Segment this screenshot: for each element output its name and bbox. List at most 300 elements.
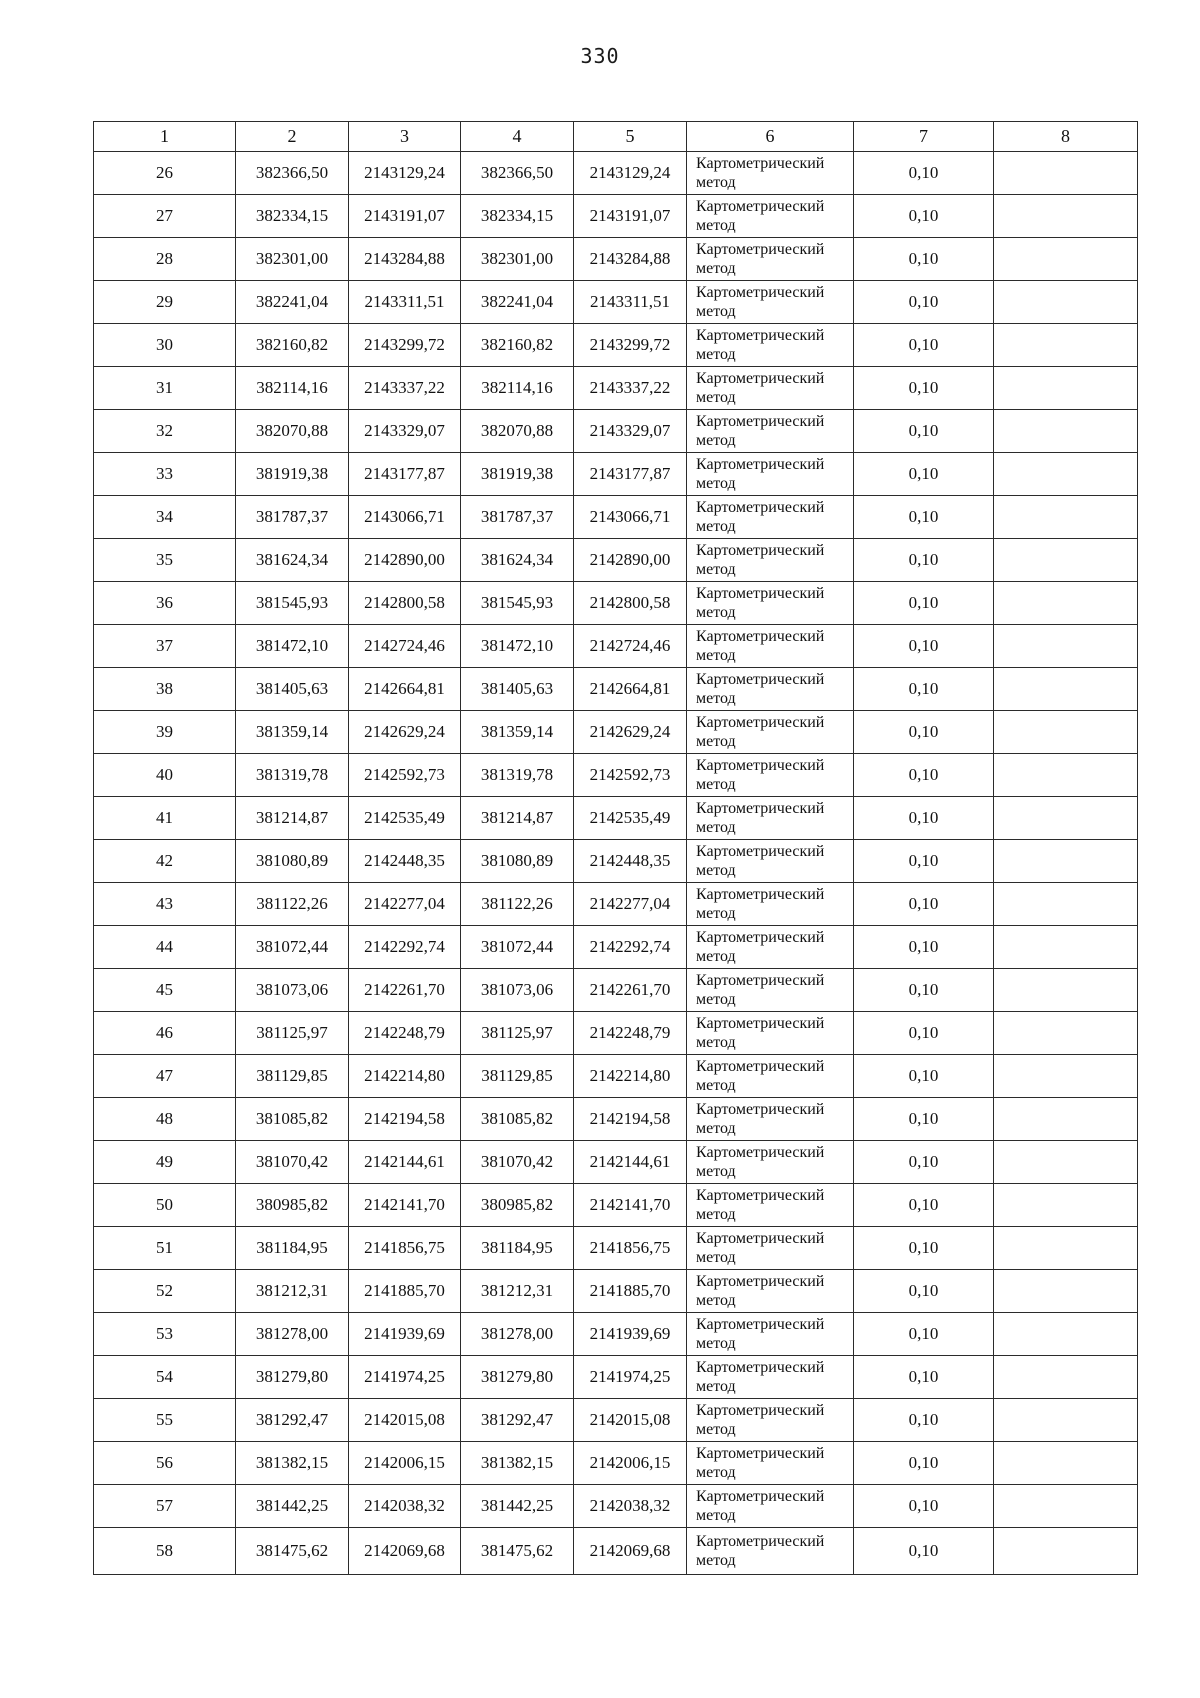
table-row — [94, 1528, 1138, 1575]
y-coordinate-cell: 2143066,71 — [349, 496, 461, 539]
accuracy-cell: 0,10 — [854, 1227, 994, 1270]
accuracy-cell: 0,10 — [854, 1528, 994, 1575]
y-coordinate-cell: 2142069,68 — [574, 1528, 687, 1575]
y-coordinate-cell: 2142890,00 — [349, 539, 461, 582]
method-line-2: метод — [696, 346, 736, 363]
method-line-1: Картометрический — [696, 585, 825, 602]
x-coordinate-cell: 381319,78 — [236, 754, 349, 797]
table-row — [94, 883, 1138, 926]
table-row — [94, 1184, 1138, 1227]
x-coordinate-cell: 381472,10 — [236, 625, 349, 668]
method-line-1: Картометрический — [696, 1187, 825, 1204]
x-coordinate-cell: 382070,88 — [236, 410, 349, 453]
x-coordinate-cell: 381278,00 — [236, 1313, 349, 1356]
method-cell — [687, 238, 854, 281]
accuracy-cell: 0,10 — [854, 1098, 994, 1141]
method-line-2: метод — [696, 1464, 736, 1481]
accuracy-cell: 0,10 — [854, 883, 994, 926]
x-coordinate-cell: 382334,15 — [236, 195, 349, 238]
method-cell — [687, 367, 854, 410]
y-coordinate-cell: 2143329,07 — [349, 410, 461, 453]
x-coordinate-cell: 381184,95 — [236, 1227, 349, 1270]
point-number-cell: 58 — [94, 1528, 236, 1575]
note-cell — [994, 625, 1138, 668]
method-line-2: метод — [696, 518, 736, 535]
accuracy-cell: 0,10 — [854, 625, 994, 668]
table-row — [94, 539, 1138, 582]
method-cell — [687, 324, 854, 367]
method-line-1: Картометрический — [696, 1058, 825, 1075]
y-coordinate-cell: 2143299,72 — [574, 324, 687, 367]
method-line-2: метод — [696, 1206, 736, 1223]
method-cell — [687, 1313, 854, 1356]
y-coordinate-cell: 2142277,04 — [574, 883, 687, 926]
method-cell — [687, 1227, 854, 1270]
note-cell — [994, 238, 1138, 281]
method-line-2: метод — [696, 1077, 736, 1094]
y-coordinate-cell: 2142141,70 — [349, 1184, 461, 1227]
note-cell — [994, 453, 1138, 496]
x-coordinate-cell: 381122,26 — [236, 883, 349, 926]
y-coordinate-cell: 2141885,70 — [574, 1270, 687, 1313]
note-cell — [994, 797, 1138, 840]
x-coordinate-cell: 381125,97 — [461, 1012, 574, 1055]
x-coordinate-cell: 381279,80 — [236, 1356, 349, 1399]
y-coordinate-cell: 2142038,32 — [349, 1485, 461, 1528]
method-line-1: Картометрический — [696, 155, 825, 172]
method-line-1: Картометрический — [696, 1533, 825, 1550]
accuracy-cell: 0,10 — [854, 1485, 994, 1528]
method-cell — [687, 410, 854, 453]
method-line-1: Картометрический — [696, 1359, 825, 1376]
method-cell — [687, 1270, 854, 1313]
point-number-cell: 47 — [94, 1055, 236, 1098]
note-cell — [994, 1184, 1138, 1227]
accuracy-cell: 0,10 — [854, 1399, 994, 1442]
note-cell — [994, 1055, 1138, 1098]
x-coordinate-cell: 381382,15 — [461, 1442, 574, 1485]
method-cell — [687, 496, 854, 539]
point-number-cell: 33 — [94, 453, 236, 496]
point-number-cell: 26 — [94, 152, 236, 195]
accuracy-cell: 0,10 — [854, 840, 994, 883]
note-cell — [994, 496, 1138, 539]
note-cell — [994, 1485, 1138, 1528]
method-cell — [687, 1098, 854, 1141]
point-number-cell: 43 — [94, 883, 236, 926]
y-coordinate-cell: 2142015,08 — [574, 1399, 687, 1442]
method-line-2: метод — [696, 303, 736, 320]
x-coordinate-cell: 381359,14 — [461, 711, 574, 754]
y-coordinate-cell: 2142194,58 — [349, 1098, 461, 1141]
method-line-2: метод — [696, 1120, 736, 1137]
x-coordinate-cell: 381214,87 — [236, 797, 349, 840]
x-coordinate-cell: 382114,16 — [236, 367, 349, 410]
y-coordinate-cell: 2142261,70 — [574, 969, 687, 1012]
table-row — [94, 238, 1138, 281]
column-header: 5 — [574, 122, 687, 152]
x-coordinate-cell: 381080,89 — [236, 840, 349, 883]
y-coordinate-cell: 2142141,70 — [574, 1184, 687, 1227]
x-coordinate-cell: 381072,44 — [236, 926, 349, 969]
note-cell — [994, 668, 1138, 711]
point-number-cell: 49 — [94, 1141, 236, 1184]
point-number-cell: 52 — [94, 1270, 236, 1313]
method-line-2: метод — [696, 389, 736, 406]
accuracy-cell: 0,10 — [854, 367, 994, 410]
method-line-2: метод — [696, 604, 736, 621]
x-coordinate-cell: 381442,25 — [236, 1485, 349, 1528]
y-coordinate-cell: 2142724,46 — [574, 625, 687, 668]
y-coordinate-cell: 2142248,79 — [349, 1012, 461, 1055]
coordinates-table — [93, 121, 1138, 1575]
x-coordinate-cell: 381073,06 — [461, 969, 574, 1012]
x-coordinate-cell: 381545,93 — [461, 582, 574, 625]
x-coordinate-cell: 380985,82 — [461, 1184, 574, 1227]
y-coordinate-cell: 2142629,24 — [349, 711, 461, 754]
x-coordinate-cell: 381919,38 — [461, 453, 574, 496]
y-coordinate-cell: 2142800,58 — [574, 582, 687, 625]
method-line-1: Картометрический — [696, 241, 825, 258]
note-cell — [994, 152, 1138, 195]
note-cell — [994, 926, 1138, 969]
y-coordinate-cell: 2143129,24 — [349, 152, 461, 195]
table-row — [94, 1442, 1138, 1485]
accuracy-cell: 0,10 — [854, 1356, 994, 1399]
x-coordinate-cell: 381085,82 — [236, 1098, 349, 1141]
point-number-cell: 27 — [94, 195, 236, 238]
x-coordinate-cell: 381472,10 — [461, 625, 574, 668]
point-number-cell: 48 — [94, 1098, 236, 1141]
accuracy-cell: 0,10 — [854, 797, 994, 840]
accuracy-cell: 0,10 — [854, 410, 994, 453]
method-line-1: Картометрический — [696, 843, 825, 860]
x-coordinate-cell: 382334,15 — [461, 195, 574, 238]
note-cell — [994, 1141, 1138, 1184]
x-coordinate-cell: 381072,44 — [461, 926, 574, 969]
table-row — [94, 453, 1138, 496]
accuracy-cell: 0,10 — [854, 926, 994, 969]
column-header: 7 — [854, 122, 994, 152]
method-line-2: метод — [696, 1378, 736, 1395]
method-line-2: метод — [696, 1335, 736, 1352]
y-coordinate-cell: 2142144,61 — [574, 1141, 687, 1184]
y-coordinate-cell: 2142015,08 — [349, 1399, 461, 1442]
table-row — [94, 1270, 1138, 1313]
method-line-2: метод — [696, 1034, 736, 1051]
y-coordinate-cell: 2142448,35 — [349, 840, 461, 883]
method-line-1: Картометрический — [696, 929, 825, 946]
x-coordinate-cell: 381184,95 — [461, 1227, 574, 1270]
y-coordinate-cell: 2142038,32 — [574, 1485, 687, 1528]
accuracy-cell: 0,10 — [854, 1313, 994, 1356]
y-coordinate-cell: 2143066,71 — [574, 496, 687, 539]
y-coordinate-cell: 2142448,35 — [574, 840, 687, 883]
point-number-cell: 39 — [94, 711, 236, 754]
table-row — [94, 410, 1138, 453]
method-line-2: метод — [696, 776, 736, 793]
method-cell — [687, 195, 854, 238]
table-row — [94, 1356, 1138, 1399]
method-line-1: Картометрический — [696, 327, 825, 344]
accuracy-cell: 0,10 — [854, 969, 994, 1012]
x-coordinate-cell: 382114,16 — [461, 367, 574, 410]
method-line-1: Картометрический — [696, 413, 825, 430]
method-cell — [687, 754, 854, 797]
method-line-2: метод — [696, 1292, 736, 1309]
x-coordinate-cell: 381624,34 — [461, 539, 574, 582]
y-coordinate-cell: 2143299,72 — [349, 324, 461, 367]
table-row — [94, 668, 1138, 711]
y-coordinate-cell: 2142535,49 — [349, 797, 461, 840]
y-coordinate-cell: 2143284,88 — [574, 238, 687, 281]
accuracy-cell: 0,10 — [854, 582, 994, 625]
y-coordinate-cell: 2142664,81 — [349, 668, 461, 711]
table-row — [94, 754, 1138, 797]
y-coordinate-cell: 2142277,04 — [349, 883, 461, 926]
method-cell — [687, 281, 854, 324]
y-coordinate-cell: 2142006,15 — [349, 1442, 461, 1485]
accuracy-cell: 0,10 — [854, 668, 994, 711]
method-line-2: метод — [696, 432, 736, 449]
table-row — [94, 1227, 1138, 1270]
x-coordinate-cell: 380985,82 — [236, 1184, 349, 1227]
method-cell — [687, 1184, 854, 1227]
method-cell — [687, 1399, 854, 1442]
x-coordinate-cell: 381122,26 — [461, 883, 574, 926]
y-coordinate-cell: 2143311,51 — [349, 281, 461, 324]
method-cell — [687, 152, 854, 195]
x-coordinate-cell: 382366,50 — [236, 152, 349, 195]
method-line-2: метод — [696, 991, 736, 1008]
table-body — [94, 152, 1138, 1575]
method-cell — [687, 840, 854, 883]
accuracy-cell: 0,10 — [854, 754, 994, 797]
note-cell — [994, 883, 1138, 926]
x-coordinate-cell: 381292,47 — [461, 1399, 574, 1442]
method-cell — [687, 1442, 854, 1485]
method-line-1: Картометрический — [696, 370, 825, 387]
x-coordinate-cell: 381442,25 — [461, 1485, 574, 1528]
table-row — [94, 625, 1138, 668]
method-line-2: метод — [696, 1507, 736, 1524]
y-coordinate-cell: 2142214,80 — [349, 1055, 461, 1098]
header-row — [94, 122, 1138, 152]
column-header: 3 — [349, 122, 461, 152]
y-coordinate-cell: 2142592,73 — [349, 754, 461, 797]
table-row — [94, 324, 1138, 367]
x-coordinate-cell: 381085,82 — [461, 1098, 574, 1141]
method-line-2: метод — [696, 1249, 736, 1266]
page-number: 330 — [580, 44, 620, 68]
note-cell — [994, 711, 1138, 754]
method-line-2: метод — [696, 260, 736, 277]
y-coordinate-cell: 2141974,25 — [574, 1356, 687, 1399]
note-cell — [994, 539, 1138, 582]
y-coordinate-cell: 2142890,00 — [574, 539, 687, 582]
method-cell — [687, 539, 854, 582]
method-line-2: метод — [696, 561, 736, 578]
x-coordinate-cell: 382301,00 — [461, 238, 574, 281]
x-coordinate-cell: 381278,00 — [461, 1313, 574, 1356]
table-row — [94, 969, 1138, 1012]
method-line-1: Картометрический — [696, 284, 825, 301]
note-cell — [994, 1270, 1138, 1313]
note-cell — [994, 582, 1138, 625]
point-number-cell: 29 — [94, 281, 236, 324]
x-coordinate-cell: 381212,31 — [236, 1270, 349, 1313]
method-line-1: Картометрический — [696, 456, 825, 473]
table-row — [94, 926, 1138, 969]
x-coordinate-cell: 382070,88 — [461, 410, 574, 453]
method-line-2: метод — [696, 819, 736, 836]
method-cell — [687, 711, 854, 754]
method-line-1: Картометрический — [696, 1015, 825, 1032]
y-coordinate-cell: 2143337,22 — [349, 367, 461, 410]
accuracy-cell: 0,10 — [854, 1141, 994, 1184]
point-number-cell: 32 — [94, 410, 236, 453]
x-coordinate-cell: 381919,38 — [236, 453, 349, 496]
method-line-1: Картометрический — [696, 1445, 825, 1462]
point-number-cell: 46 — [94, 1012, 236, 1055]
point-number-cell: 56 — [94, 1442, 236, 1485]
column-header: 1 — [94, 122, 236, 152]
y-coordinate-cell: 2143284,88 — [349, 238, 461, 281]
method-cell — [687, 668, 854, 711]
x-coordinate-cell: 382160,82 — [236, 324, 349, 367]
method-line-1: Картометрический — [696, 671, 825, 688]
note-cell — [994, 754, 1138, 797]
y-coordinate-cell: 2141856,75 — [574, 1227, 687, 1270]
x-coordinate-cell: 382241,04 — [236, 281, 349, 324]
method-line-2: метод — [696, 862, 736, 879]
x-coordinate-cell: 381279,80 — [461, 1356, 574, 1399]
x-coordinate-cell: 381080,89 — [461, 840, 574, 883]
accuracy-cell: 0,10 — [854, 1012, 994, 1055]
method-line-2: метод — [696, 1421, 736, 1438]
x-coordinate-cell: 381070,42 — [461, 1141, 574, 1184]
point-number-cell: 55 — [94, 1399, 236, 1442]
point-number-cell: 57 — [94, 1485, 236, 1528]
y-coordinate-cell: 2142261,70 — [349, 969, 461, 1012]
y-coordinate-cell: 2142292,74 — [349, 926, 461, 969]
method-cell — [687, 969, 854, 1012]
table-row — [94, 496, 1138, 539]
method-line-1: Картометрический — [696, 1101, 825, 1118]
table-row — [94, 582, 1138, 625]
y-coordinate-cell: 2142800,58 — [349, 582, 461, 625]
note-cell — [994, 1012, 1138, 1055]
method-line-1: Картометрический — [696, 714, 825, 731]
y-coordinate-cell: 2143129,24 — [574, 152, 687, 195]
y-coordinate-cell: 2143191,07 — [574, 195, 687, 238]
y-coordinate-cell: 2143329,07 — [574, 410, 687, 453]
column-header: 8 — [994, 122, 1138, 152]
x-coordinate-cell: 381475,62 — [236, 1528, 349, 1575]
point-number-cell: 45 — [94, 969, 236, 1012]
method-cell — [687, 883, 854, 926]
method-line-2: метод — [696, 217, 736, 234]
table-row — [94, 152, 1138, 195]
x-coordinate-cell: 381475,62 — [461, 1528, 574, 1575]
y-coordinate-cell: 2142724,46 — [349, 625, 461, 668]
note-cell — [994, 324, 1138, 367]
method-line-2: метод — [696, 475, 736, 492]
accuracy-cell: 0,10 — [854, 1442, 994, 1485]
table-row — [94, 840, 1138, 883]
method-line-2: метод — [696, 948, 736, 965]
y-coordinate-cell: 2142248,79 — [574, 1012, 687, 1055]
table-header — [94, 122, 1138, 152]
y-coordinate-cell: 2143191,07 — [349, 195, 461, 238]
table-row — [94, 1485, 1138, 1528]
method-line-1: Картометрический — [696, 1488, 825, 1505]
note-cell — [994, 1356, 1138, 1399]
method-line-1: Картометрический — [696, 1402, 825, 1419]
point-number-cell: 51 — [94, 1227, 236, 1270]
method-line-1: Картометрический — [696, 1273, 825, 1290]
point-number-cell: 42 — [94, 840, 236, 883]
y-coordinate-cell: 2142664,81 — [574, 668, 687, 711]
y-coordinate-cell: 2141856,75 — [349, 1227, 461, 1270]
note-cell — [994, 1313, 1138, 1356]
x-coordinate-cell: 381787,37 — [461, 496, 574, 539]
method-line-2: метод — [696, 174, 736, 191]
method-line-2: метод — [696, 1163, 736, 1180]
accuracy-cell: 0,10 — [854, 281, 994, 324]
method-line-1: Картометрический — [696, 1144, 825, 1161]
y-coordinate-cell: 2141885,70 — [349, 1270, 461, 1313]
accuracy-cell: 0,10 — [854, 152, 994, 195]
note-cell — [994, 410, 1138, 453]
y-coordinate-cell: 2142006,15 — [574, 1442, 687, 1485]
x-coordinate-cell: 381125,97 — [236, 1012, 349, 1055]
method-cell — [687, 1485, 854, 1528]
method-cell — [687, 453, 854, 496]
x-coordinate-cell: 381129,85 — [236, 1055, 349, 1098]
note-cell — [994, 195, 1138, 238]
point-number-cell: 35 — [94, 539, 236, 582]
x-coordinate-cell: 381129,85 — [461, 1055, 574, 1098]
x-coordinate-cell: 382301,00 — [236, 238, 349, 281]
x-coordinate-cell: 381382,15 — [236, 1442, 349, 1485]
x-coordinate-cell: 381359,14 — [236, 711, 349, 754]
x-coordinate-cell: 381624,34 — [236, 539, 349, 582]
method-line-1: Картометрический — [696, 886, 825, 903]
method-line-2: метод — [696, 905, 736, 922]
table-row — [94, 1313, 1138, 1356]
accuracy-cell: 0,10 — [854, 496, 994, 539]
method-cell — [687, 1141, 854, 1184]
x-coordinate-cell: 381070,42 — [236, 1141, 349, 1184]
x-coordinate-cell: 381292,47 — [236, 1399, 349, 1442]
method-cell — [687, 582, 854, 625]
x-coordinate-cell: 381405,63 — [461, 668, 574, 711]
table-row — [94, 281, 1138, 324]
method-line-1: Картометрический — [696, 1230, 825, 1247]
method-cell — [687, 625, 854, 668]
note-cell — [994, 1399, 1138, 1442]
accuracy-cell: 0,10 — [854, 1055, 994, 1098]
method-cell — [687, 797, 854, 840]
method-line-1: Картометрический — [696, 628, 825, 645]
y-coordinate-cell: 2142629,24 — [574, 711, 687, 754]
accuracy-cell: 0,10 — [854, 238, 994, 281]
method-line-2: метод — [696, 690, 736, 707]
method-cell — [687, 1528, 854, 1575]
method-line-2: метод — [696, 733, 736, 750]
x-coordinate-cell: 381545,93 — [236, 582, 349, 625]
